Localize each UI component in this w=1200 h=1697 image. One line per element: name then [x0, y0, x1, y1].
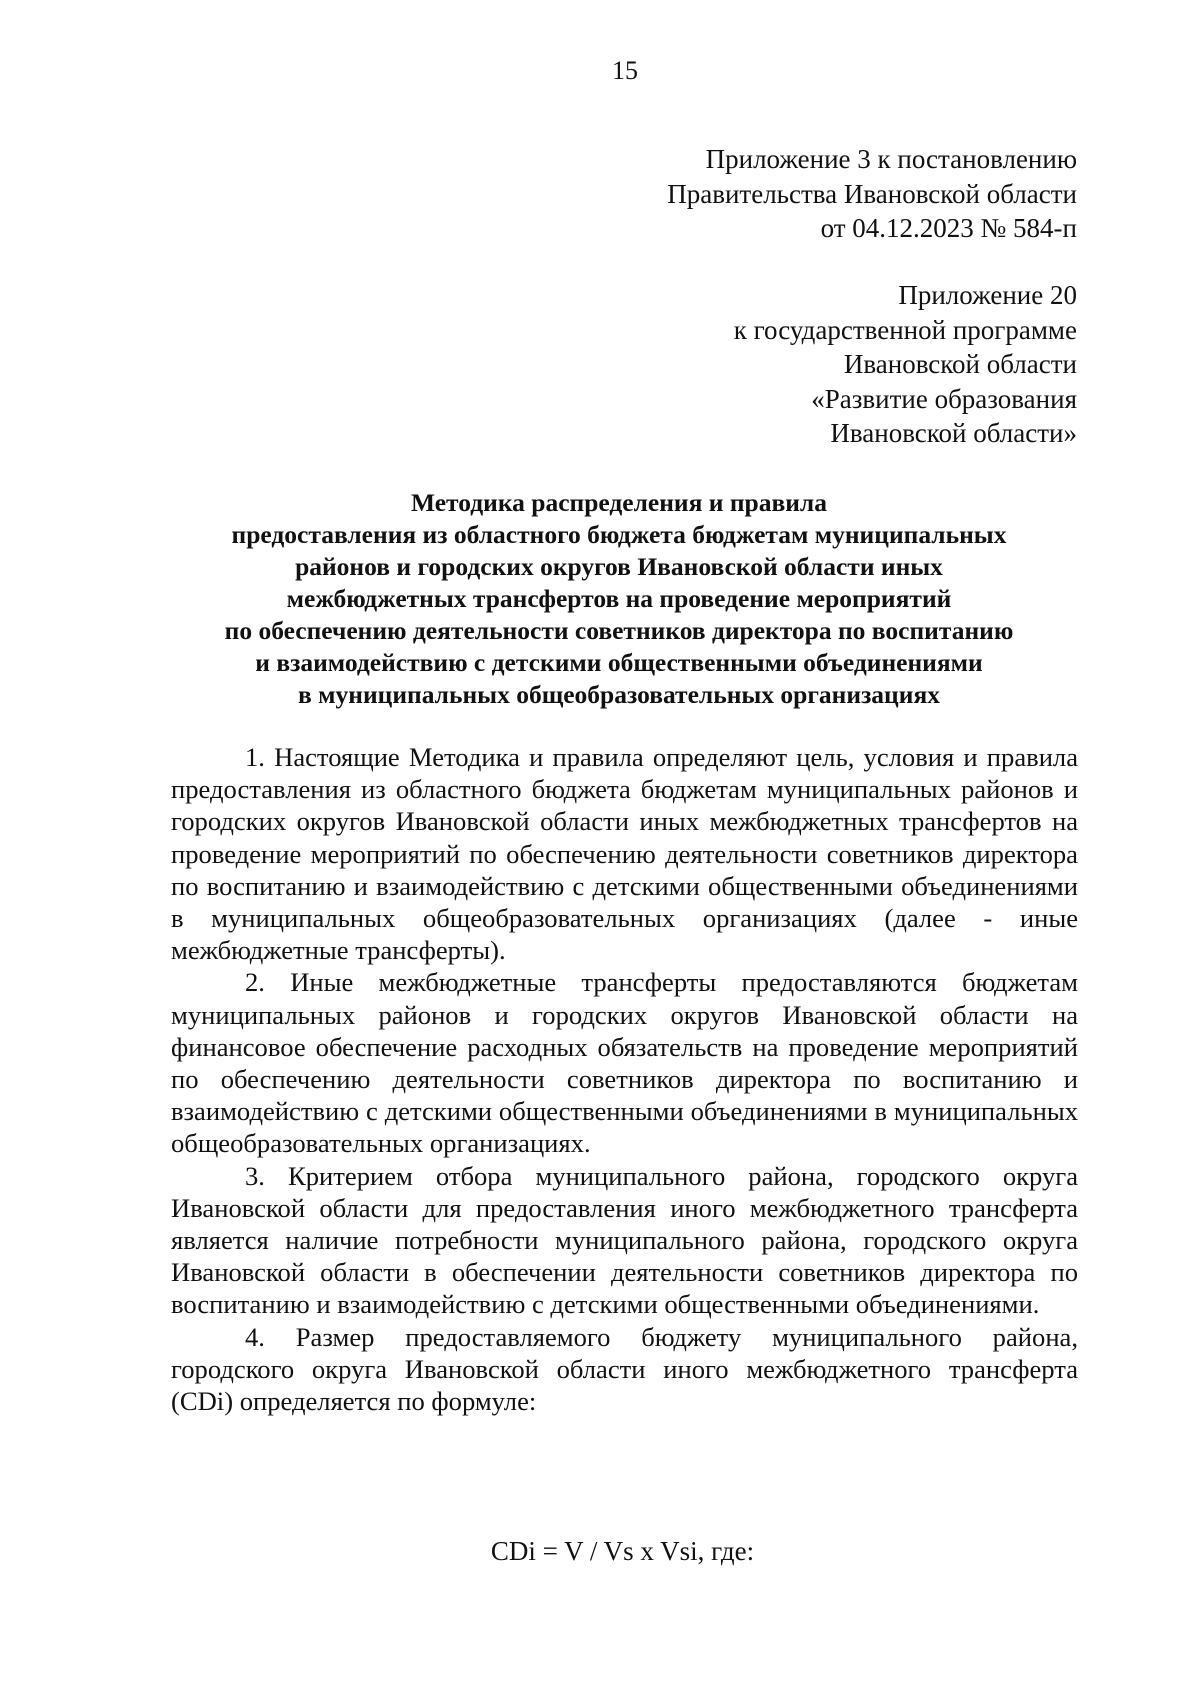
decree-line: Правительства Ивановской области	[667, 178, 1077, 209]
decree-line: Приложение 3 к постановлению	[705, 144, 1077, 174]
title-line: в муниципальных общеобразовательных организациях	[297, 680, 940, 709]
appendix-line: к государственной программе	[733, 314, 1077, 345]
title-line: и взаимодействию с детскими общественными объединениями	[255, 648, 983, 677]
appendix-line: Ивановской области	[843, 349, 1077, 379]
appendix-line: Приложение 20	[898, 280, 1077, 310]
title-line: предоставления из областного бюджета бюджетам муниципальных	[231, 520, 1007, 549]
document-title	[160, 487, 1078, 711]
paragraph-1: 1. Настоящие Методика и правила определяют цель, условия и правила предоставления из областного бюджета бюджетам муниципальных районов и городских округов Ивановской области иных межбюджетных трансфертов на проведение мероприятий по обеспечению деятельности советников директора по воспитанию и взаимодействию с детскими общественными объединениями в муниципальных общеобразовательных организациях (далее - иные межбюджетные трансферты).	[171, 742, 1078, 966]
page-number: 15	[612, 56, 638, 85]
appendix-reference	[734, 278, 1077, 451]
title-line: районов и городских округов Ивановской области иных	[295, 552, 943, 581]
decree-line: от 04.12.2023 № 584-п	[820, 213, 1077, 243]
paragraph-4: 4. Размер предоставляемого бюджету муниципального района, городского округа Ивановской области иного межбюджетного трансферта (CDi) определяется по формуле:	[171, 1321, 1078, 1417]
appendix-line: Ивановской области»	[830, 418, 1077, 448]
title-line: межбюджетных трансфертов на проведение мероприятий	[286, 584, 952, 613]
title-line: Методика распределения и правила	[411, 488, 827, 517]
body-text	[171, 741, 1078, 1417]
appendix-line: «Развитие образования	[811, 383, 1077, 414]
decree-reference	[667, 142, 1077, 246]
paragraph-2: 2. Иные межбюджетные трансферты предоставляются бюджетам муниципальных районов и городских округов Ивановской области на финансовое обеспечение расходных обязательств на проведение мероприятий по обеспечению деятельности советников директора по воспитанию и взаимодействию с детскими общественными объединениями в муниципальных общеобразовательных организациях.	[171, 967, 1078, 1159]
title-line: по обеспечению деятельности советников директора по воспитанию	[224, 616, 1014, 645]
formula: CDi = V / Vs x Vsi, где:	[490, 1536, 755, 1566]
paragraph-3: 3. Критерием отбора муниципального района, городского округа Ивановской области для предоставления иного межбюджетного трансферта является наличие потребности муниципального района, городского округа Ивановской области в обеспечении деятельности советников директора по воспитанию и взаимодействию с детскими общественными объединениями.	[171, 1160, 1078, 1320]
